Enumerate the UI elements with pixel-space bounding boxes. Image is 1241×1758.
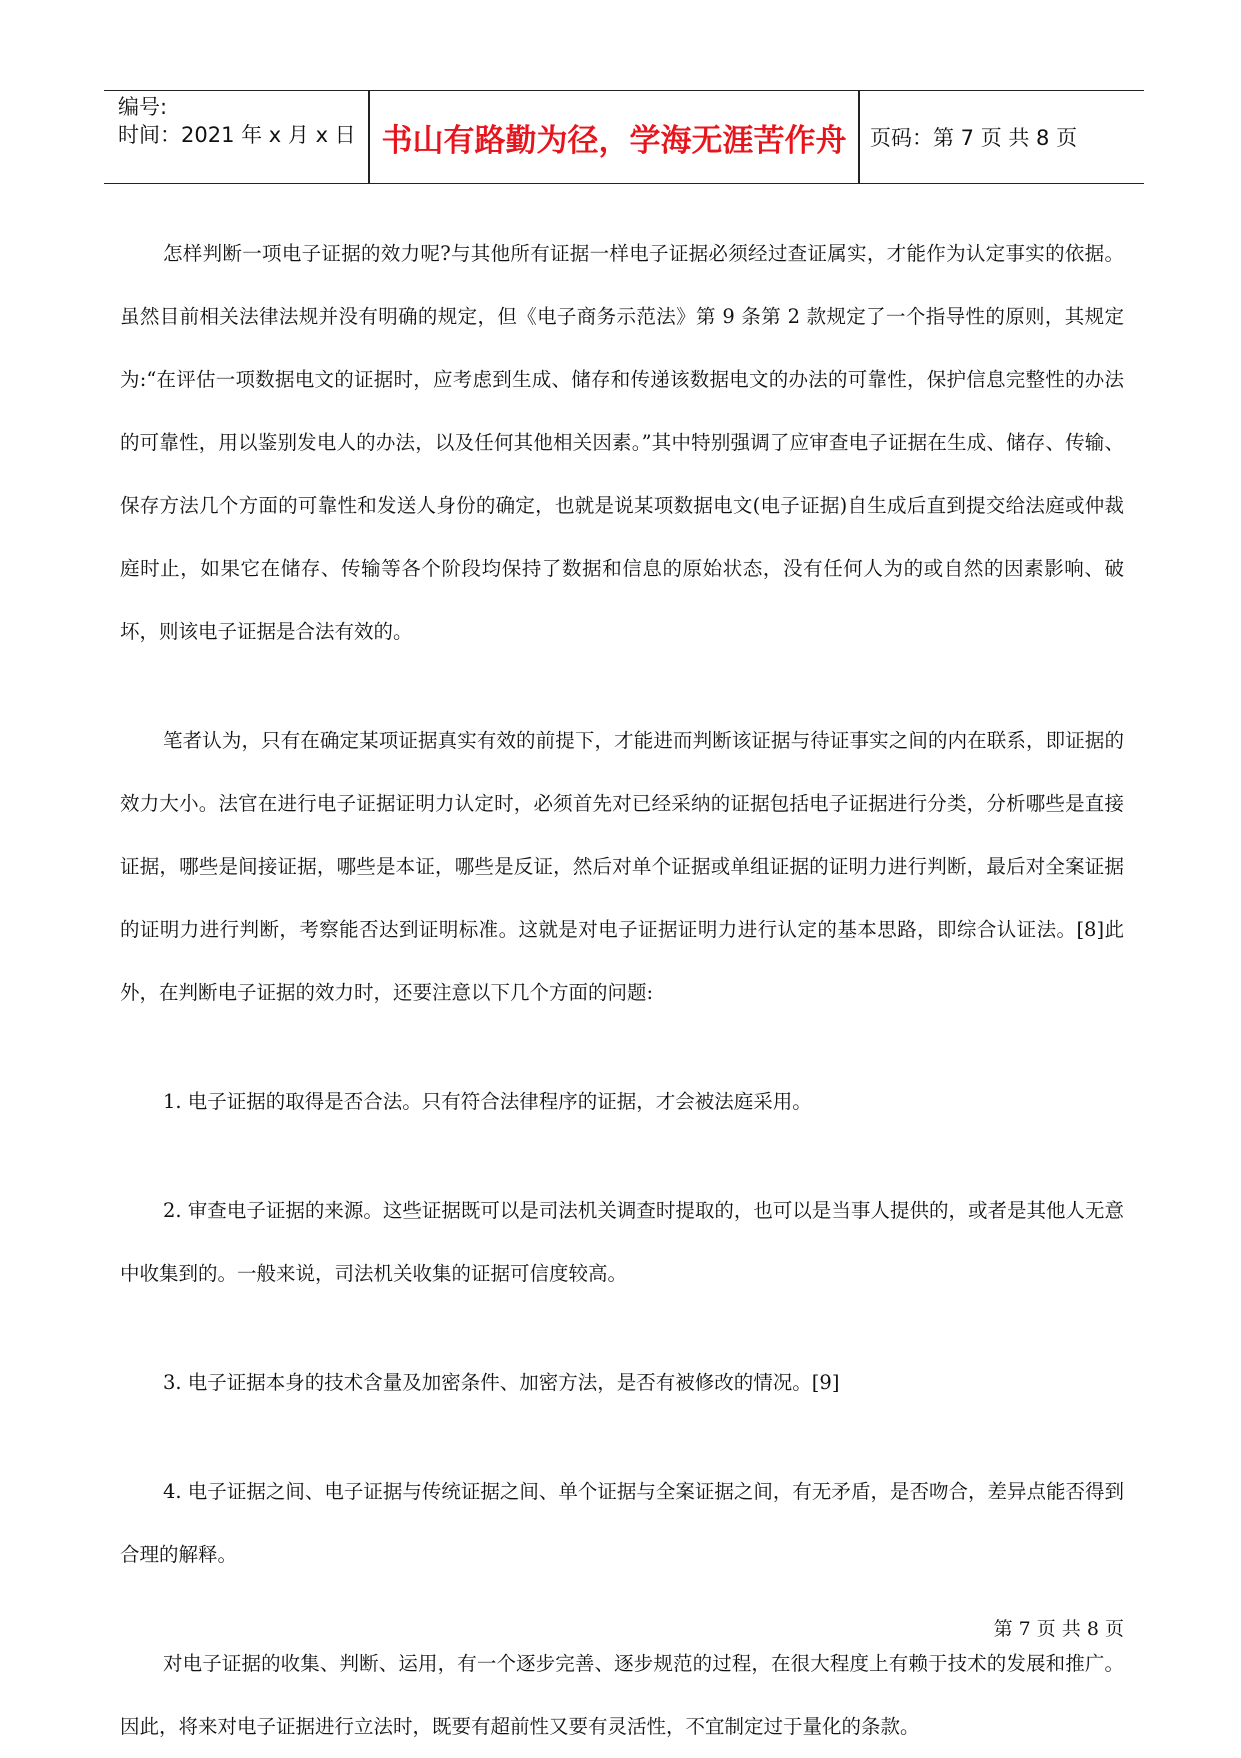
document-body xyxy=(120,222,1124,1758)
header-divider-right xyxy=(858,91,860,183)
paragraph-evidence-validity: 怎样判断一项电子证据的效力呢?与其他所有证据一样电子证据必须经过查证属实，才能作为认定事实的依据。虽然目前相关法律法规并没有明确的规定，但《电子商务示范法》第 9 条第 2 款规定了一个指导性的原则，其规定为:“在评估一项数据电文的证据时，应考虑到生成、储存和传递该数据电文的办法的可靠性，保护信息完整性的办法的可靠性，用以鉴别发电人的办法，以及任何其他相关因素。”其中特别强调了应审查电子证据在生成、储存、传输、保存方法几个方面的可靠性和发送人身份的确定，也就是说某项数据电文(电子证据)自生成后直到提交给法庭或仲裁庭时止，如果它在储存、传输等各个阶段均保持了数据和信息的原始状态，没有任何人为的或自然的因素影响、破坏，则该电子证据是合法有效的。 xyxy=(120,242,1124,643)
document-time-label: 时间：2021 年 x 月 x 日 xyxy=(118,123,356,147)
header-meta xyxy=(118,91,368,183)
page-header xyxy=(104,90,1144,184)
list-item-3: 3. 电子证据本身的技术含量及加密条件、加密方法，是否有被修改的情况。[9] xyxy=(163,1371,840,1394)
list-item-2: 2. 审查电子证据的来源。这些证据既可以是司法机关调查时提取的，也可以是当事人提供的，或者是其他人无意中收集到的。一般来说，司法机关收集的证据可信度较高。 xyxy=(120,1199,1124,1285)
list-item-1: 1. 电子证据的取得是否合法。只有符合法律程序的证据，才会被法庭采用。 xyxy=(163,1090,812,1113)
paragraph-conclusion: 对电子证据的收集、判断、运用，有一个逐步完善、逐步规范的过程，在很大程度上有赖于技术的发展和推广。因此，将来对电子证据进行立法时，既要有超前性又要有灵活性，不宜制定过于量化的条款。 xyxy=(120,1652,1124,1738)
document-number-label: 编号: xyxy=(118,95,168,119)
page-footer: 第 7 页 共 8 页 xyxy=(993,1618,1124,1640)
list-item-4: 4. 电子证据之间、电子证据与传统证据之间、单个证据与全案证据之间，有无矛盾，是否吻合，差异点能否得到合理的解释。 xyxy=(120,1480,1124,1566)
header-page-info: 页码：第 7 页 共 8 页 xyxy=(870,126,1078,150)
paragraph-author-view: 笔者认为，只有在确定某项证据真实有效的前提下，才能进而判断该证据与待证事实之间的内在联系，即证据的效力大小。法官在进行电子证据证明力认定时，必须首先对已经采纳的证据包括电子证据进行分类，分析哪些是直接证据，哪些是间接证据，哪些是本证，哪些是反证，然后对单个证据或单组证据的证明力进行判断，最后对全案证据的证明力进行判断，考察能否达到证明标准。这就是对电子证据证明力进行认定的基本思路，即综合认证法。[8]此外，在判断电子证据的效力时，还要注意以下几个方面的问题: xyxy=(120,729,1124,1004)
header-motto: 书山有路勤为径，学海无涯苦作舟 xyxy=(381,122,847,159)
